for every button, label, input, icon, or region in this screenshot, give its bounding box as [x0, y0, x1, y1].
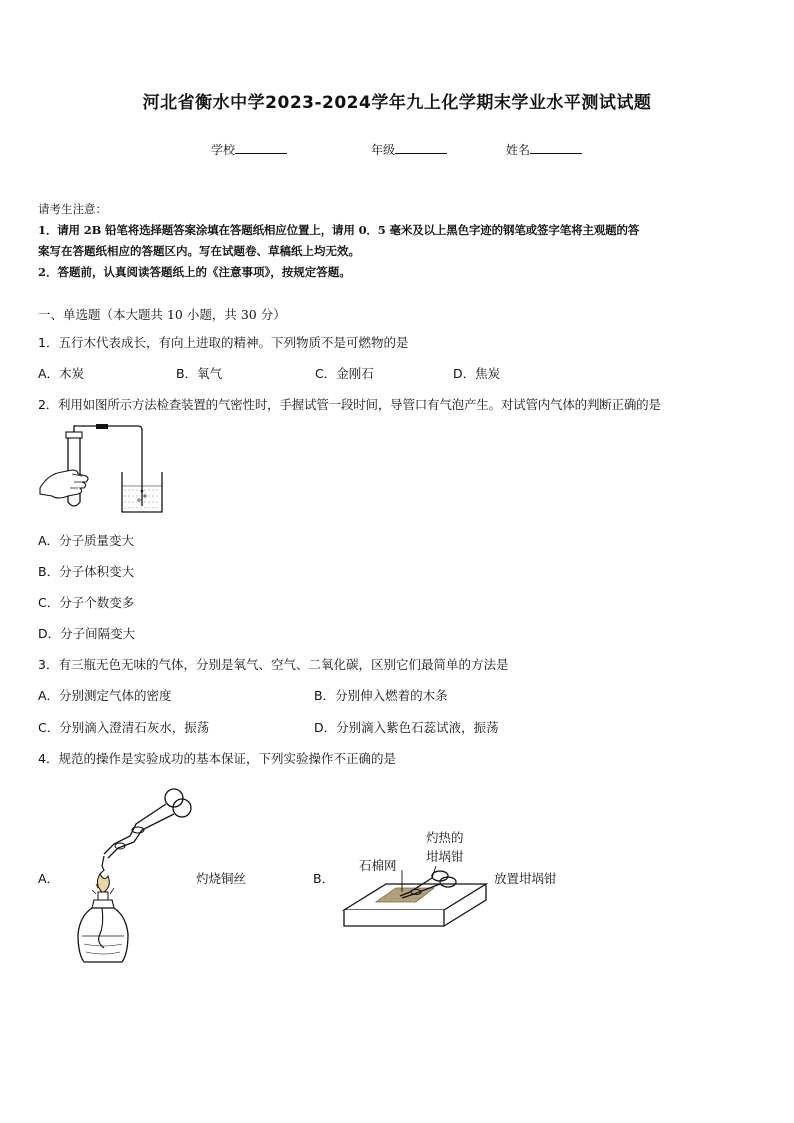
section-heading: 一、单选题（本大题共 10 小题，共 30 分） — [38, 307, 286, 322]
question-3-option-a: A．分别测定气体的密度 — [38, 688, 172, 703]
question-3-option-d: D．分别滴入紫色石蕊试液，振荡 — [314, 720, 499, 735]
question-4-option-a-label: A． — [38, 871, 60, 886]
asbestos-gauze-label: 石棉网 — [359, 858, 397, 873]
school-field — [211, 141, 287, 158]
school-blank — [235, 141, 287, 154]
grade-blank — [395, 141, 447, 154]
question-2-stem: 2．利用如图所示方法检查装置的气密性时，手握试管一段时间，导管口有气泡产生。对试管内气体的判断正确的是 — [38, 397, 661, 412]
question-3-option-c: C．分别滴入澄清石灰水，振荡 — [38, 720, 210, 735]
page-title: 河北省衡水中学2023-2024学年九上化学期末学业水平测试试题 — [142, 93, 652, 113]
question-1-option-b: B．氧气 — [176, 366, 223, 381]
grade-field — [371, 141, 447, 158]
grade-label: 年级 — [371, 143, 396, 157]
name-blank — [530, 141, 582, 154]
crucible-tongs-on-gauze-figure — [340, 866, 490, 932]
tongs-label-line-1: 灼热的 — [426, 830, 464, 845]
notice-item-1-line-2: 案写在答题纸相应的答题区内。写在试题卷、草稿纸上均无效。 — [38, 244, 360, 258]
name-field — [506, 141, 582, 158]
tongs-label-line-2: 坩埚钳 — [426, 849, 464, 864]
notice-item-2: 2．答题前，认真阅读答题纸上的《注意事项》，按规定答题。 — [38, 265, 351, 279]
question-2-option-a: A．分子质量变大 — [38, 533, 135, 548]
question-3-option-b: B．分别伸入燃着的木条 — [314, 688, 448, 703]
notice-item-1-line-1: 1．请用 2B 铅笔将选择题答案涂填在答题纸相应位置上，请用 0．5 毫米及以上黑色字迹的钢笔或签字笔将主观题的答 — [38, 223, 640, 237]
name-label: 姓名 — [506, 143, 531, 157]
airtightness-apparatus-figure — [38, 424, 168, 516]
question-3-stem: 3．有三瓶无色无味的气体，分别是氧气、空气、二氧化碳，区别它们最简单的方法是 — [38, 657, 509, 672]
question-1-option-c: C．金刚石 — [315, 366, 374, 381]
question-1-option-a: A．木炭 — [38, 366, 85, 381]
question-4-option-a-caption: 灼烧铜丝 — [196, 871, 247, 886]
question-2-option-c: C．分子个数变多 — [38, 595, 135, 610]
question-4-option-b-label: B． — [313, 871, 335, 886]
question-2-option-d: D．分子间隔变大 — [38, 626, 136, 641]
question-4-option-b-caption: 放置坩埚钳 — [494, 871, 557, 886]
question-2-option-b: B．分子体积变大 — [38, 564, 135, 579]
burning-copper-wire-figure — [74, 784, 194, 970]
question-4-stem: 4．规范的操作是实验成功的基本保证，下列实验操作不正确的是 — [38, 751, 396, 766]
question-1-option-d: D．焦炭 — [453, 366, 501, 381]
notice-heading: 请考生注意： — [38, 202, 107, 216]
school-label: 学校 — [211, 143, 236, 157]
question-1-stem: 1．五行木代表成长，有向上进取的精神。下列物质不是可燃物的是 — [38, 335, 409, 350]
